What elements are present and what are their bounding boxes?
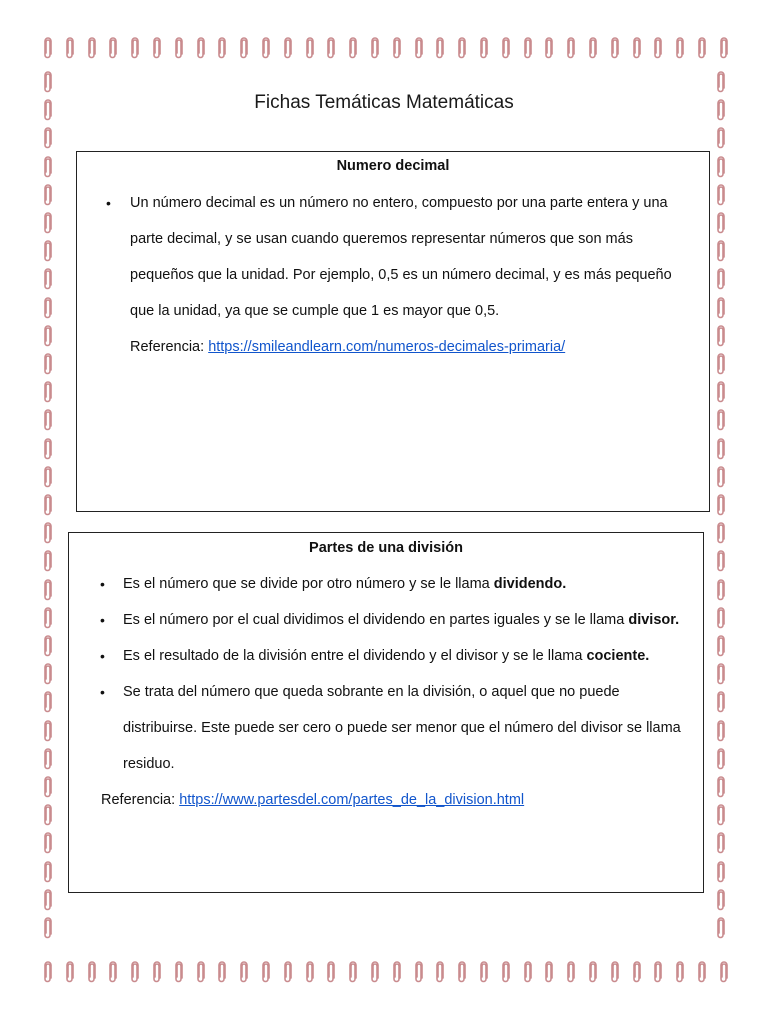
paperclip-icon (43, 634, 53, 658)
paperclip-icon (43, 437, 53, 461)
bullet-icon: • (100, 612, 105, 628)
paperclip-icon (43, 960, 53, 984)
paperclip-icon (716, 437, 726, 461)
paperclip-icon (632, 960, 642, 984)
list-item (69, 602, 703, 638)
bullet-icon: • (100, 684, 105, 700)
paperclip-icon (653, 36, 663, 60)
paperclip-icon (43, 916, 53, 940)
bullet-icon: • (106, 195, 111, 211)
paperclip-icon (196, 960, 206, 984)
paperclip-icon (174, 36, 184, 60)
paperclip-icon (716, 662, 726, 686)
paperclip-icon (65, 960, 75, 984)
section-title: Partes de una división (309, 540, 463, 556)
paperclip-icon (719, 36, 729, 60)
paperclip-icon (653, 960, 663, 984)
paperclip-icon (43, 70, 53, 94)
list-item (69, 638, 703, 674)
paperclip-icon (152, 36, 162, 60)
paperclip-icon (435, 960, 445, 984)
paperclip-icon (479, 960, 489, 984)
paperclip-icon (632, 36, 642, 60)
paperclip-icon (675, 36, 685, 60)
paperclip-icon (610, 36, 620, 60)
list-item (69, 566, 703, 602)
paperclip-icon (43, 606, 53, 630)
paperclip-icon (716, 267, 726, 291)
item-text: Es el número que se divide por otro número y se le llama (123, 576, 494, 592)
paperclip-icon (588, 36, 598, 60)
item-text: Se trata del número que queda sobrante en la división, o aquel que no puede distribuirse. Este puede ser cero o puede ser menor que el número del divisor se llama residuo. (123, 684, 681, 772)
paperclip-icon (348, 36, 358, 60)
paperclip-icon (217, 960, 227, 984)
paperclip-icon (435, 36, 445, 60)
paperclip-icon (43, 831, 53, 855)
paperclip-icon (523, 36, 533, 60)
paperclip-icon (716, 775, 726, 799)
item-term: cociente. (586, 648, 650, 664)
section-title: Numero decimal (336, 158, 450, 174)
paperclip-icon (130, 36, 140, 60)
paperclip-icon (716, 634, 726, 658)
paperclip-icon (43, 352, 53, 376)
paperclip-icon (716, 155, 726, 179)
paperclip-icon (544, 960, 554, 984)
reference (130, 329, 709, 365)
paperclip-icon (43, 408, 53, 432)
paperclip-icon (719, 960, 729, 984)
paperclip-icon (716, 521, 726, 545)
paperclip-icon (43, 775, 53, 799)
paperclip-icon (716, 916, 726, 940)
paperclip-icon (108, 960, 118, 984)
paperclip-icon (414, 36, 424, 60)
item-text: Es el número por el cual dividimos el dividendo en partes iguales y se le llama (123, 612, 629, 628)
paperclip-icon (716, 831, 726, 855)
paperclip-icon (283, 960, 293, 984)
paperclip-icon (43, 296, 53, 320)
paperclip-icon (716, 324, 726, 348)
paperclip-icon (716, 549, 726, 573)
paperclip-icon (392, 36, 402, 60)
paperclip-icon (65, 36, 75, 60)
paperclip-icon (130, 960, 140, 984)
paperclip-icon (305, 36, 315, 60)
paperclip-icon (43, 324, 53, 348)
paperclip-icon (43, 493, 53, 517)
item-term: dividendo. (493, 576, 567, 592)
paperclip-icon (716, 606, 726, 630)
paperclip-icon (716, 296, 726, 320)
paperclip-icon (43, 578, 53, 602)
paperclip-icon (108, 36, 118, 60)
paperclip-icon (523, 960, 533, 984)
paperclip-icon (348, 960, 358, 984)
reference-label: Referencia: (130, 339, 205, 355)
paperclip-icon (43, 183, 53, 207)
paperclip-icon (716, 183, 726, 207)
paperclip-icon (43, 521, 53, 545)
paperclip-icon (261, 36, 271, 60)
paperclip-icon (414, 960, 424, 984)
paperclip-icon (43, 211, 53, 235)
paperclip-icon (87, 960, 97, 984)
paperclip-icon (501, 36, 511, 60)
paperclip-icon (697, 36, 707, 60)
paperclip-icon (716, 493, 726, 517)
paperclip-icon (588, 960, 598, 984)
paperclip-icon (716, 408, 726, 432)
paperclip-icon (716, 803, 726, 827)
paperclip-icon (716, 352, 726, 376)
paperclip-icon (566, 960, 576, 984)
reference-link[interactable]: https://smileandlearn.com/numeros-decimales-primaria/ (208, 339, 566, 355)
paperclip-icon (283, 36, 293, 60)
list-item (69, 674, 703, 782)
paperclip-icon (261, 960, 271, 984)
reference-label: Referencia: (101, 792, 176, 808)
paperclip-icon (716, 126, 726, 150)
paperclip-icon (716, 860, 726, 884)
paperclip-icon (610, 960, 620, 984)
paperclip-icon (43, 155, 53, 179)
paperclip-icon (43, 465, 53, 489)
paperclip-icon (43, 126, 53, 150)
paperclip-icon (501, 960, 511, 984)
paperclip-icon (716, 690, 726, 714)
paperclip-icon (370, 36, 380, 60)
item-text: Es el resultado de la división entre el dividendo y el divisor y se le llama (123, 648, 587, 664)
paperclip-icon (174, 960, 184, 984)
paperclip-icon (152, 960, 162, 984)
page-title: Fichas Temáticas Matemáticas (254, 92, 514, 113)
list-item (77, 185, 709, 329)
paperclip-icon (457, 36, 467, 60)
paperclip-icon (716, 70, 726, 94)
paperclip-icon (716, 578, 726, 602)
paperclip-icon (544, 36, 554, 60)
paperclip-icon (43, 267, 53, 291)
paperclip-icon (239, 960, 249, 984)
paperclip-icon (716, 747, 726, 771)
paperclip-icon (716, 239, 726, 263)
paperclip-icon (716, 211, 726, 235)
paperclip-icon (217, 36, 227, 60)
paperclip-icon (716, 465, 726, 489)
paragraph: Un número decimal es un número no entero, compuesto por una parte entera y una parte decimal, y se usan cuando queremos representar números que son más pequeños que la unidad. Por ejemplo, 0,5 es un número decimal, y es más pequeño que la unidad, ya que se cumple que 1 es mayor que 0,5. (130, 195, 672, 319)
paperclip-icon (43, 747, 53, 771)
paperclip-icon (479, 36, 489, 60)
paperclip-icon (43, 662, 53, 686)
paperclip-icon (326, 36, 336, 60)
paperclip-icon (43, 239, 53, 263)
section-numero-decimal (76, 151, 710, 512)
paperclip-icon (239, 36, 249, 60)
paperclip-icon (43, 860, 53, 884)
reference (101, 782, 703, 818)
paperclip-icon (716, 719, 726, 743)
paperclip-icon (87, 36, 97, 60)
paperclip-icon (716, 888, 726, 912)
paperclip-icon (326, 960, 336, 984)
paperclip-icon (675, 960, 685, 984)
paperclip-icon (697, 960, 707, 984)
paperclip-icon (43, 719, 53, 743)
paperclip-icon (370, 960, 380, 984)
paperclip-icon (43, 690, 53, 714)
paperclip-icon (43, 36, 53, 60)
paperclip-icon (43, 380, 53, 404)
paperclip-icon (43, 549, 53, 573)
paperclip-icon (43, 888, 53, 912)
paperclip-icon (457, 960, 467, 984)
paperclip-icon (716, 380, 726, 404)
item-term: divisor. (628, 612, 680, 628)
reference-link[interactable]: https://www.partesdel.com/partes_de_la_division.html (179, 792, 525, 808)
paperclip-icon (196, 36, 206, 60)
bullet-icon: • (100, 576, 105, 592)
section-partes-division (68, 532, 704, 893)
paperclip-icon (392, 960, 402, 984)
paperclip-icon (305, 960, 315, 984)
paperclip-icon (566, 36, 576, 60)
bullet-icon: • (100, 648, 105, 664)
paperclip-icon (43, 803, 53, 827)
